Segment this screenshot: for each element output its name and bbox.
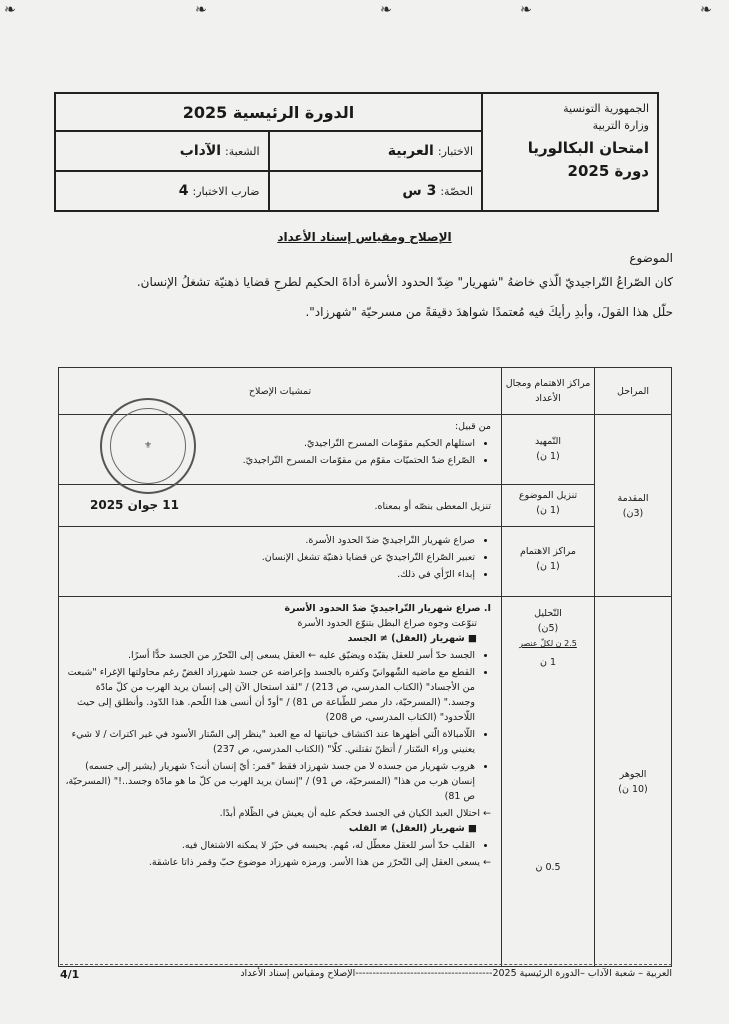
phase-body-points: (10 ن): [618, 783, 648, 795]
focus-cell: [502, 527, 595, 597]
coefficient-cell: [56, 172, 268, 210]
body-lead: من قبيل:: [454, 421, 491, 432]
list-item: • الصّراع ضدّ الحتميّات مقوّم من مقوّمات المسرح التّراجيديّ.: [65, 453, 475, 468]
body-cell: [59, 597, 502, 967]
session-title: الدورة الرئيسية 2025: [56, 94, 481, 132]
page-number: 4/1: [60, 968, 80, 981]
session-year: دورة 2025: [567, 162, 649, 180]
document-subtitle: الإصلاح ومقياس إسناد الأعداد: [277, 230, 452, 244]
header-phase: المراحل: [595, 368, 672, 415]
duration-label: الحصّة:: [440, 184, 473, 198]
subject-cell: [268, 132, 482, 170]
section-two-list: [65, 838, 491, 853]
focus-cell: [502, 415, 595, 485]
score-one: 1 ن: [539, 657, 557, 668]
official-stamp-icon: ⚜: [100, 398, 196, 494]
section-one-list: [65, 648, 491, 804]
list-item: • القطع مع ماضيه الشّهوانيّ وكفره بالجسد وإعراضه عن جسد شهرزاد الغضّ رغم محاولتها الإغراء "شبعت من الأجساد" (الكتاب المدرسي، ص 213) / "لقد استحال الآن إلى إنسان يريد الهرب من كلّ مادّة وجسد." (المسرحيّة، دار مصر للطّباعة ص 81) / "أودّ أن أنسى هذا اللّحم. هذا الدّود. وأنطلق إلى حيث اللّاحدود" (الكتاب المدرسي، ص 208): [65, 665, 475, 725]
list-item: • اللّامبالاة الّتي أظهرها عند اكتشاف خيانتها له مع العبد "ينظر إلى السّتار الأسود في غير اكتراث / لا شيء يعنيني وراء السّتار / أتظنّ تقتلني. كلّا" (الكتاب المدرسي، ص 237): [65, 727, 475, 757]
analysis-title: I. صراع شهريار التّراجيديّ ضدّ الحدود الأسرة: [284, 603, 491, 614]
phase-intro-label: المقدمة: [617, 492, 649, 504]
phase-body: [595, 597, 672, 967]
coefficient-value: 4: [178, 183, 189, 199]
phase-intro: [595, 415, 672, 597]
focus-cell: [502, 597, 595, 967]
footer-text: العربية – شعبة الآداب –الدورة الرئيسية 2025----------------------------------------الإصلاح ومقياس إسناد الأعداد: [240, 968, 672, 979]
table-row: [59, 527, 672, 597]
header-focus: مراكز الاهتمام ومجال الأعداد: [502, 368, 595, 415]
focus-label: مراكز الاهتمام: [520, 546, 576, 557]
focus-points: (1 ن): [536, 561, 560, 572]
bird-icon: ❧: [520, 2, 532, 18]
country-name: الجمهورية التونسية: [563, 102, 649, 115]
subject-label: الاختبار:: [437, 144, 473, 158]
header-institution: [481, 94, 657, 210]
table-row: [59, 597, 672, 967]
list-item: • استلهام الحكيم مقوّمات المسرح التّراجيديّ.: [65, 436, 475, 451]
branch-label: الشعبة:: [225, 144, 260, 158]
section-two-conclusion: ← يسعى العقل إلى التّحرّر من هذا الأسر. ورمزه شهرزاد موضوع حبّ وقمر ذاتا عاشقة.: [148, 857, 491, 868]
subject-value: العربية: [387, 143, 434, 159]
header-row-subject: [56, 132, 481, 172]
duration-value: 3 س: [402, 183, 437, 199]
list-item: • الجسد حدّ أسر للعقل يقيّده ويضيّق عليه ← العقل يسعى إلى التّحرّر من الجسد حدًّا أسرًا.: [65, 648, 475, 663]
stamp-date: 11 جوان 2025: [90, 498, 179, 512]
list-item: • القلب حدّ أسر للعقل معطّل له، مُهم. يحبسه في حيّز لا يمكنه الاشتغال فيه.: [65, 838, 475, 853]
bird-icon: ❧: [4, 2, 16, 18]
analysis-label: التّحليل: [534, 608, 562, 619]
header-details: [56, 94, 481, 210]
header-body: تمشيات الإصلاح: [59, 368, 502, 415]
focus-points: (1 ن): [536, 451, 560, 462]
subject-heading: الموضوع: [629, 251, 673, 265]
subject-block: [53, 246, 673, 324]
focus-points: (1 ن): [536, 505, 560, 516]
body-list: [65, 533, 491, 582]
subject-question: حلّل هذا القولَ، وأبدِ رأيكَ فيه مُعتمدًا شواهدَ دقيقةً من مسرحيّة "شهرزاد".: [305, 305, 673, 319]
phase-body-label: الجوهر: [619, 768, 647, 780]
section-one-title: ■ شهريار (العقل) ≠ الجسد: [347, 633, 477, 644]
body-cell: [59, 527, 502, 597]
body-lead: تنزيل المعطى بنصّه أو بمعناه.: [374, 501, 491, 512]
branch-value: الآداب: [179, 143, 222, 159]
score-half: 0.5 ن: [535, 862, 561, 873]
bird-icon: ❧: [700, 2, 712, 18]
header-row-duration: [56, 172, 481, 210]
focus-label: التّمهيد: [534, 436, 562, 447]
ministry-name: وزارة التربية: [592, 119, 649, 132]
subject-statement: كان الصّراعُ التّراجيديّ الّذي خاضهُ "شهريار" ضِدّ الحدود الأسرة أداةَ الحكيم لطرحِ قضايا ذهنيّة تشغلُ الإنسان.: [136, 275, 673, 289]
section-two-title: ■ شهريار (العقل) ≠ القلب: [348, 823, 477, 834]
list-item: • تعبير الصّراع التّراجيديّ عن قضايا ذهنيّة تشغل الإنسان.: [65, 550, 475, 565]
list-item: • صراع شهريار التّراجيديّ ضدّ الحدود الأسرة.: [65, 533, 475, 548]
analysis-points: (5ن): [537, 623, 559, 634]
section-one-conclusion: ← احتلال العبد الكيان في الجسد فحكم عليه أن يعيش في الظّلام أبدًا.: [219, 808, 491, 819]
duration-cell: [268, 172, 482, 210]
page-footer: [60, 964, 672, 981]
bird-icon: ❧: [380, 2, 392, 18]
analysis-note: 2.5 ن لكلّ عنصر: [519, 639, 577, 648]
bird-icon: ❧: [195, 2, 207, 18]
coefficient-label: ضارب الاختبار:: [192, 184, 260, 198]
exam-name: امتحان البكالوريا: [527, 139, 649, 157]
phase-intro-points: (3ن): [622, 507, 644, 519]
list-item: • إبداء الرّأي في ذلك.: [65, 567, 475, 582]
branch-cell: [56, 132, 268, 170]
focus-cell: [502, 485, 595, 527]
analysis-subtitle: تنوّعت وجوه صراع البطل بتنوّع الحدود الأسرة: [297, 618, 477, 629]
focus-label: تنزيل الموضوع: [518, 490, 578, 501]
list-item: • هروب شهريار من جسده لا من جسد شهرزاد فقط "قمر: أيّ إنسان أنت؟ شهريار (يشير إلى جسمه) إنسان هرب من هذا" (المسرحيّة، ص 91) / "إنسان يريد الهرب من كلّ ما هو مادّة وجسد..!" (المسرحيّة، ص 81): [65, 759, 475, 804]
exam-header: [54, 92, 659, 212]
